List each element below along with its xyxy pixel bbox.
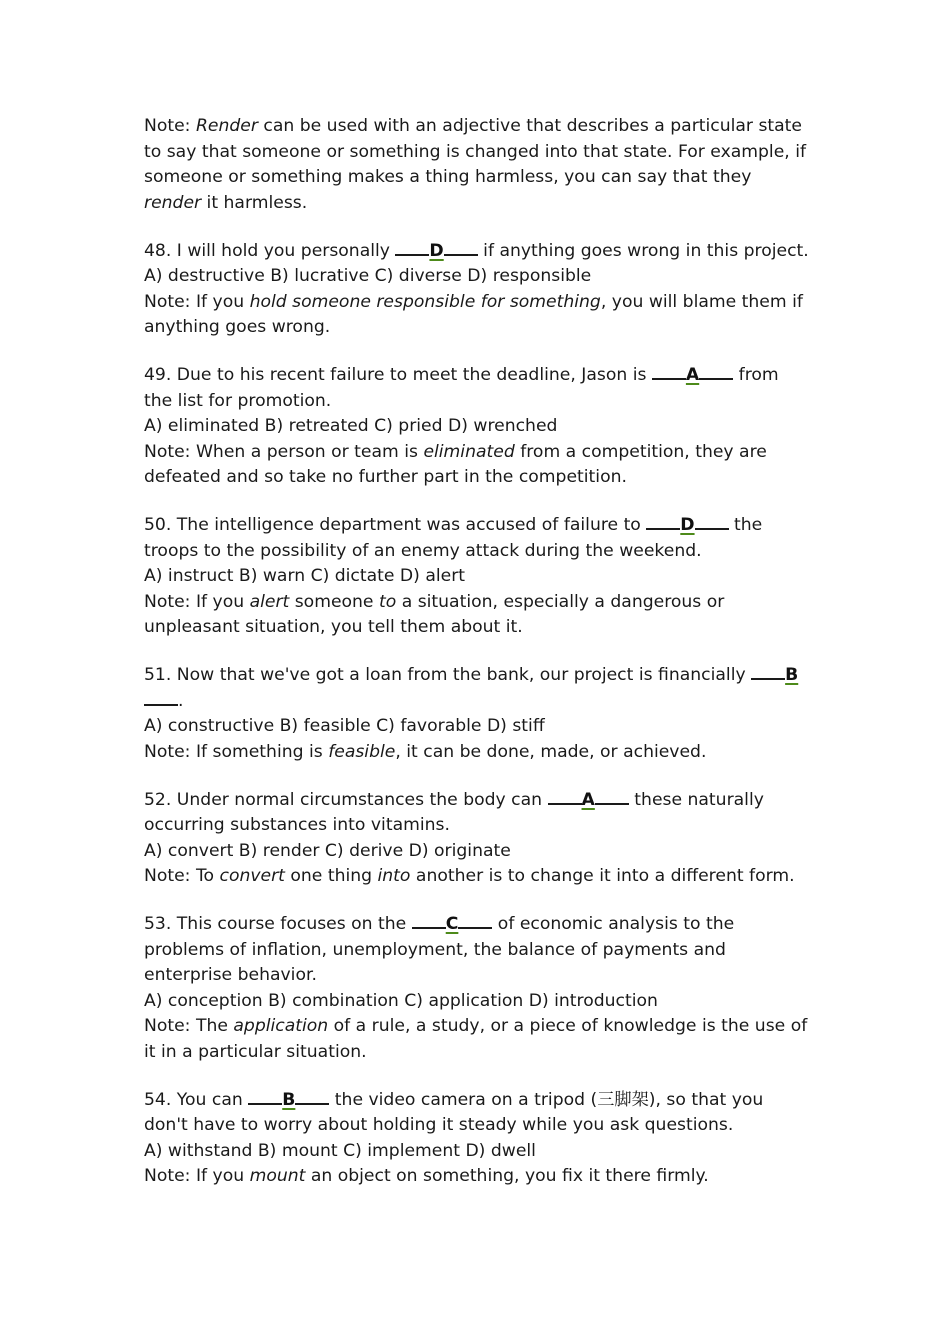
question-text: if anything goes wrong in this project. [477, 240, 809, 261]
answer-options: A) instruct B) warn C) dictate D) alert [144, 566, 466, 586]
question-note [144, 1014, 812, 1065]
question-52 [144, 788, 812, 890]
question-note [144, 1164, 812, 1190]
blank-line [458, 913, 492, 929]
question-text: ), so that you don't have to worry about holding it steady while you ask questions. [144, 1089, 764, 1135]
note-emphasis: feasible [328, 741, 396, 762]
blank-line [699, 364, 733, 380]
question-text: This course focuses on the [171, 914, 412, 934]
note-emphasis: hold someone responsible for something [249, 291, 601, 312]
question-number: 53. [144, 914, 172, 934]
question-text: from the list for promotion. [144, 365, 779, 411]
question-48 [144, 239, 812, 341]
question-text: Now that we've got a loan from the bank, our project is financially [171, 665, 752, 685]
answer-options: A) eliminated B) retreated C) pried D) wrenched [144, 416, 558, 436]
intro-note [144, 114, 812, 216]
note-text: from a competition, they are defeated and so take no further part in the competition. [144, 441, 767, 487]
note-text: one thing [284, 866, 378, 886]
blank-line [295, 1089, 329, 1105]
question-51 [144, 663, 812, 765]
question-text: . [178, 690, 184, 711]
note-text: Note: If something is [144, 741, 329, 762]
question-note [144, 590, 812, 641]
note-emphasis: into [377, 866, 411, 886]
note-text: can be used with an adjective that describes a particular state to say that someone or something is changed into that state. For example, if someone or something makes a thing harmless, you can say that they [144, 116, 807, 187]
question-text: You can [171, 1089, 249, 1110]
question-stem [144, 663, 812, 714]
blank-line [652, 364, 686, 380]
blank-line [595, 789, 629, 805]
answer-options: A) constructive B) feasible C) favorable D) stiff [144, 716, 545, 736]
document-page [144, 114, 812, 1212]
question-number: 54. [144, 1089, 172, 1110]
note-text: Note: [144, 116, 196, 136]
note-text: of a rule, a study, or a piece of knowledge is the use of it in a particular situation. [144, 1016, 808, 1062]
question-note [144, 290, 812, 341]
question-text: Under normal circumstances the body can [171, 789, 548, 810]
note-text: Note: If you [144, 591, 250, 612]
blank-line [248, 1089, 282, 1105]
question-stem [144, 1088, 812, 1139]
note-text: Note: If you [144, 1166, 250, 1186]
question-stem [144, 513, 812, 564]
note-emphasis: mount [249, 1166, 306, 1186]
note-emphasis: to [378, 591, 397, 612]
question-number: 50. [144, 515, 172, 535]
note-emphasis: alert [249, 591, 290, 612]
question-number: 49. [144, 365, 172, 385]
blank-line [144, 690, 178, 706]
question-note [144, 740, 812, 766]
question-text: these naturally occurring substances into vitamins. [144, 789, 764, 835]
blank-line [751, 664, 785, 680]
question-stem [144, 363, 812, 414]
note-text: a situation, especially a dangerous or unpleasant situation, you tell them about it. [144, 591, 725, 637]
answer-options: A) withstand B) mount C) implement D) dwell [144, 1140, 536, 1161]
note-emphasis: application [233, 1016, 329, 1036]
answer-options: A) destructive B) lucrative C) diverse D) responsible [144, 266, 592, 286]
blank-line [548, 789, 582, 805]
note-emphasis: Render [195, 116, 258, 136]
note-text: Note: The [144, 1016, 234, 1036]
question-text: I will hold you personally [171, 240, 396, 261]
answer-letter: D [429, 240, 444, 261]
answer-letter: C [445, 914, 459, 934]
note-text: an object on something, you fix it there firmly. [305, 1166, 709, 1186]
note-text: Note: To [144, 866, 220, 886]
note-text: someone [289, 591, 379, 612]
question-stem [144, 912, 812, 989]
question-54 [144, 1088, 812, 1190]
question-text: of economic analysis to the problems of inflation, unemployment, the balance of payments and enterprise behavior. [144, 914, 735, 985]
question-49 [144, 363, 812, 491]
question-50 [144, 513, 812, 641]
chinese-gloss: 三脚架 [597, 1089, 649, 1110]
blank-line [695, 514, 729, 530]
blank-line [646, 514, 680, 530]
question-text: Due to his recent failure to meet the deadline, Jason is [171, 365, 652, 385]
answer-letter: B [785, 665, 799, 685]
note-text: , it can be done, made, or achieved. [395, 741, 707, 762]
question-text: The intelligence department was accused of failure to [171, 515, 647, 535]
answer-letter: A [581, 789, 595, 810]
question-text: the troops to the possibility of an enemy attack during the weekend. [144, 515, 763, 561]
blank-line [395, 240, 429, 256]
question-stem [144, 788, 812, 839]
answer-letter: D [680, 515, 695, 535]
note-text: Note: When a person or team is [144, 441, 424, 462]
answer-options: A) convert B) render C) derive D) originate [144, 840, 511, 861]
question-note [144, 440, 812, 491]
note-text: , you will blame them if anything goes wrong. [144, 291, 803, 337]
answer-letter: A [685, 365, 700, 385]
question-stem [144, 239, 812, 265]
question-number: 51. [144, 665, 172, 685]
note-text: another is to change it into a different form. [410, 866, 795, 886]
question-note [144, 864, 812, 890]
answer-options: A) conception B) combination C) application D) introduction [144, 990, 658, 1011]
note-emphasis: convert [219, 866, 285, 886]
answer-letter: B [282, 1089, 296, 1110]
note-emphasis: render [144, 192, 202, 213]
question-text: the video camera on a tripod ( [329, 1089, 598, 1110]
note-emphasis: eliminated [423, 441, 515, 462]
question-number: 52. [144, 789, 172, 810]
question-number: 48. [144, 240, 172, 261]
question-53 [144, 912, 812, 1065]
blank-line [412, 913, 446, 929]
note-text: it harmless. [201, 192, 308, 213]
note-text: Note: If you [144, 291, 250, 312]
blank-line [444, 240, 478, 256]
